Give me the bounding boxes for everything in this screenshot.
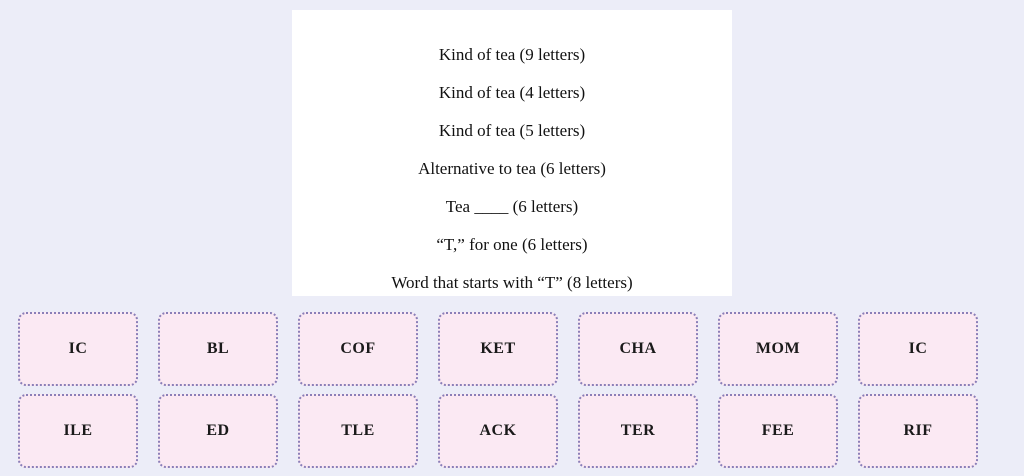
clue-item: Alternative to tea (6 letters)	[418, 159, 606, 178]
letter-tile[interactable]: BL	[158, 312, 278, 386]
clue-item: “T,” for one (6 letters)	[436, 235, 588, 254]
clue-item: Tea ____ (6 letters)	[445, 197, 579, 216]
tile-grid	[0, 312, 1024, 476]
clue-item: Kind of tea (5 letters)	[438, 121, 586, 140]
letter-tile[interactable]: IC	[18, 312, 138, 386]
tile-row	[0, 312, 1024, 386]
letter-tile[interactable]: ILE	[18, 394, 138, 468]
letter-tile[interactable]: TLE	[298, 394, 418, 468]
letter-tile[interactable]: MOM	[718, 312, 838, 386]
letter-tile[interactable]: CHA	[578, 312, 698, 386]
clue-item: Kind of tea (9 letters)	[438, 45, 586, 64]
letter-tile[interactable]: ACK	[438, 394, 558, 468]
tile-row	[0, 394, 1024, 468]
letter-tile[interactable]: COF	[298, 312, 418, 386]
letter-tile[interactable]: KET	[438, 312, 558, 386]
letter-tile[interactable]: RIF	[858, 394, 978, 468]
letter-tile[interactable]: IC	[858, 312, 978, 386]
letter-tile[interactable]: ED	[158, 394, 278, 468]
clue-item: Kind of tea (4 letters)	[438, 83, 586, 102]
clue-item: Word that starts with “T” (8 letters)	[391, 273, 633, 292]
letter-tile[interactable]: TER	[578, 394, 698, 468]
clue-panel	[292, 10, 732, 296]
letter-tile[interactable]: FEE	[718, 394, 838, 468]
